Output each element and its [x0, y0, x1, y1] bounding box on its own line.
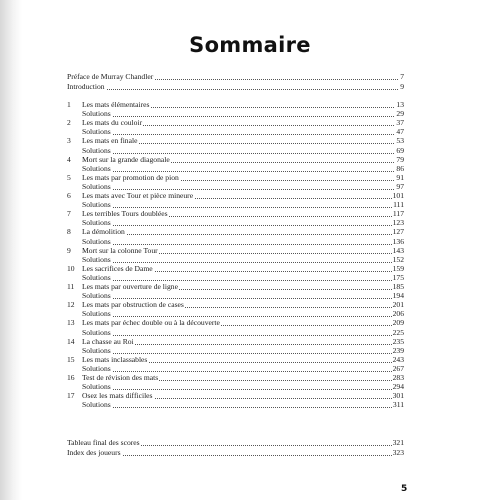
entry-page: 86 — [396, 163, 404, 173]
entry-page: 37 — [396, 118, 404, 128]
entry-page: 323 — [392, 447, 404, 457]
dot-leader — [67, 88, 404, 90]
entry-label: Solutions — [82, 127, 111, 137]
chapter-number: 14 — [67, 336, 75, 346]
chapter-number: 15 — [67, 354, 75, 364]
entry-page: 117 — [392, 209, 404, 219]
dot-leader — [82, 243, 404, 245]
toc-entry — [0, 448, 500, 458]
chapter-number: 11 — [67, 282, 75, 291]
entry-page: 101 — [392, 191, 404, 200]
entry-page: 91 — [396, 172, 404, 182]
dot-leader — [82, 388, 404, 390]
chapter-number: 12 — [67, 300, 75, 310]
entry-label: Solutions — [82, 327, 111, 337]
dot-leader — [82, 297, 404, 299]
chapter-number: 16 — [67, 373, 75, 382]
entry-label: Solutions — [82, 145, 111, 155]
entry-page: 321 — [392, 438, 404, 447]
entry-label: Solutions — [82, 109, 111, 119]
dot-leader — [82, 133, 404, 135]
entry-page: 79 — [396, 154, 404, 164]
page-number: 5 — [401, 484, 408, 494]
entry-label: Solutions — [82, 200, 111, 210]
chapter-number: 6 — [67, 191, 71, 200]
chapter-number: 5 — [67, 172, 71, 182]
entry-label: Les mats par obstruction de cases — [82, 300, 184, 310]
chapter-number: 8 — [67, 227, 71, 237]
entry-label: Solutions — [82, 236, 111, 246]
entry-label: Mort sur la colonne Tour — [82, 245, 158, 255]
entry-label: Les terribles Tours doublées — [82, 209, 168, 219]
dot-leader — [82, 370, 404, 372]
entry-page: 239 — [392, 345, 404, 355]
entry-label: Tableau final des scores — [67, 438, 140, 447]
entry-label: Solutions — [82, 218, 111, 228]
chapter-number: 1 — [67, 100, 71, 109]
dot-leader — [82, 170, 404, 172]
chapter-number: 3 — [67, 136, 71, 146]
entry-page: 283 — [392, 373, 404, 382]
dot-leader — [82, 406, 404, 408]
entry-label: Les sacrifices de Dame — [82, 263, 153, 273]
entry-label: Les mats par promotion de pion — [82, 172, 179, 182]
page-title: Sommaire — [189, 33, 311, 57]
entry-page: 267 — [392, 363, 404, 373]
dot-leader — [82, 233, 404, 235]
entry-page: 53 — [396, 136, 404, 146]
entry-label: Solutions — [82, 254, 111, 264]
chapter-number: 17 — [67, 391, 75, 401]
entry-label: Test de révision des mats — [82, 373, 159, 382]
entry-page: 194 — [392, 291, 404, 301]
entry-label: Solutions — [82, 163, 111, 173]
entry-label: Les mats par ouverture de ligne — [82, 282, 178, 291]
toc-solutions-entry — [0, 400, 500, 410]
dot-leader — [82, 315, 404, 317]
entry-page: 175 — [392, 272, 404, 282]
toc-entry — [0, 72, 500, 82]
entry-label: Les mats en finale — [82, 136, 138, 146]
entry-label: Mort sur la grande diagonale — [82, 154, 170, 164]
dot-leader — [82, 224, 404, 226]
entry-page: 311 — [392, 400, 404, 410]
dot-leader — [82, 206, 404, 208]
entry-label: Les mats par échec double ou à la découverte — [82, 318, 220, 328]
entry-page: 9 — [400, 81, 404, 91]
entry-page: 209 — [392, 318, 404, 328]
chapter-number: 10 — [67, 263, 75, 273]
dot-leader — [82, 261, 404, 263]
entry-page: 225 — [392, 327, 404, 337]
toc-entry — [0, 82, 500, 92]
entry-page: 301 — [392, 391, 404, 401]
entry-page: 69 — [396, 145, 404, 155]
entry-label: Osez les mats difficiles — [82, 391, 153, 401]
entry-page: 123 — [392, 218, 404, 228]
entry-label: Les mats du couloir — [82, 118, 143, 128]
entry-page: 235 — [392, 336, 404, 346]
entry-label: La chasse au Roi — [82, 336, 134, 346]
entry-page: 185 — [392, 282, 404, 291]
entry-label: Solutions — [82, 181, 111, 191]
chapter-number: 9 — [67, 245, 71, 255]
entry-page: 136 — [392, 236, 404, 246]
entry-page: 97 — [396, 181, 404, 191]
entry-label: Les mats avec Tour et pièce mineure — [82, 191, 194, 200]
entry-page: 111 — [393, 200, 404, 210]
entry-label: Solutions — [82, 400, 111, 410]
entry-label: Solutions — [82, 345, 111, 355]
entry-page: 7 — [400, 72, 404, 81]
entry-page: 47 — [396, 127, 404, 137]
chapter-number: 7 — [67, 209, 71, 219]
dot-leader — [82, 152, 404, 154]
entry-label: Solutions — [82, 382, 111, 392]
entry-label: Solutions — [82, 272, 111, 282]
chapter-number: 13 — [67, 318, 75, 328]
entry-label: Solutions — [82, 309, 111, 319]
entry-page: 13 — [396, 100, 404, 109]
dot-leader — [82, 188, 404, 190]
entry-page: 143 — [392, 245, 404, 255]
entry-page: 294 — [392, 382, 404, 392]
dot-leader — [82, 352, 404, 354]
entry-label: La démolition — [82, 227, 125, 237]
entry-label: Préface de Murray Chandler — [67, 72, 154, 81]
entry-label: Introduction — [67, 81, 105, 91]
entry-page: 206 — [392, 309, 404, 319]
dot-leader — [82, 279, 404, 281]
chapter-number: 4 — [67, 154, 71, 164]
entry-label: Les mats inclassables — [82, 354, 148, 364]
dot-leader — [82, 115, 404, 117]
entry-label: Les mats élémentaires — [82, 100, 150, 109]
entry-page: 152 — [392, 254, 404, 264]
entry-label: Solutions — [82, 363, 111, 373]
entry-label: Index des joueurs — [67, 447, 121, 457]
entry-page: 127 — [392, 227, 404, 237]
entry-label: Solutions — [82, 291, 111, 301]
chapter-number: 2 — [67, 118, 71, 128]
toc-entry — [0, 438, 500, 448]
entry-page: 159 — [392, 263, 404, 273]
entry-page: 201 — [392, 300, 404, 310]
entry-page: 29 — [396, 109, 404, 119]
entry-page: 243 — [392, 354, 404, 364]
dot-leader — [82, 334, 404, 336]
